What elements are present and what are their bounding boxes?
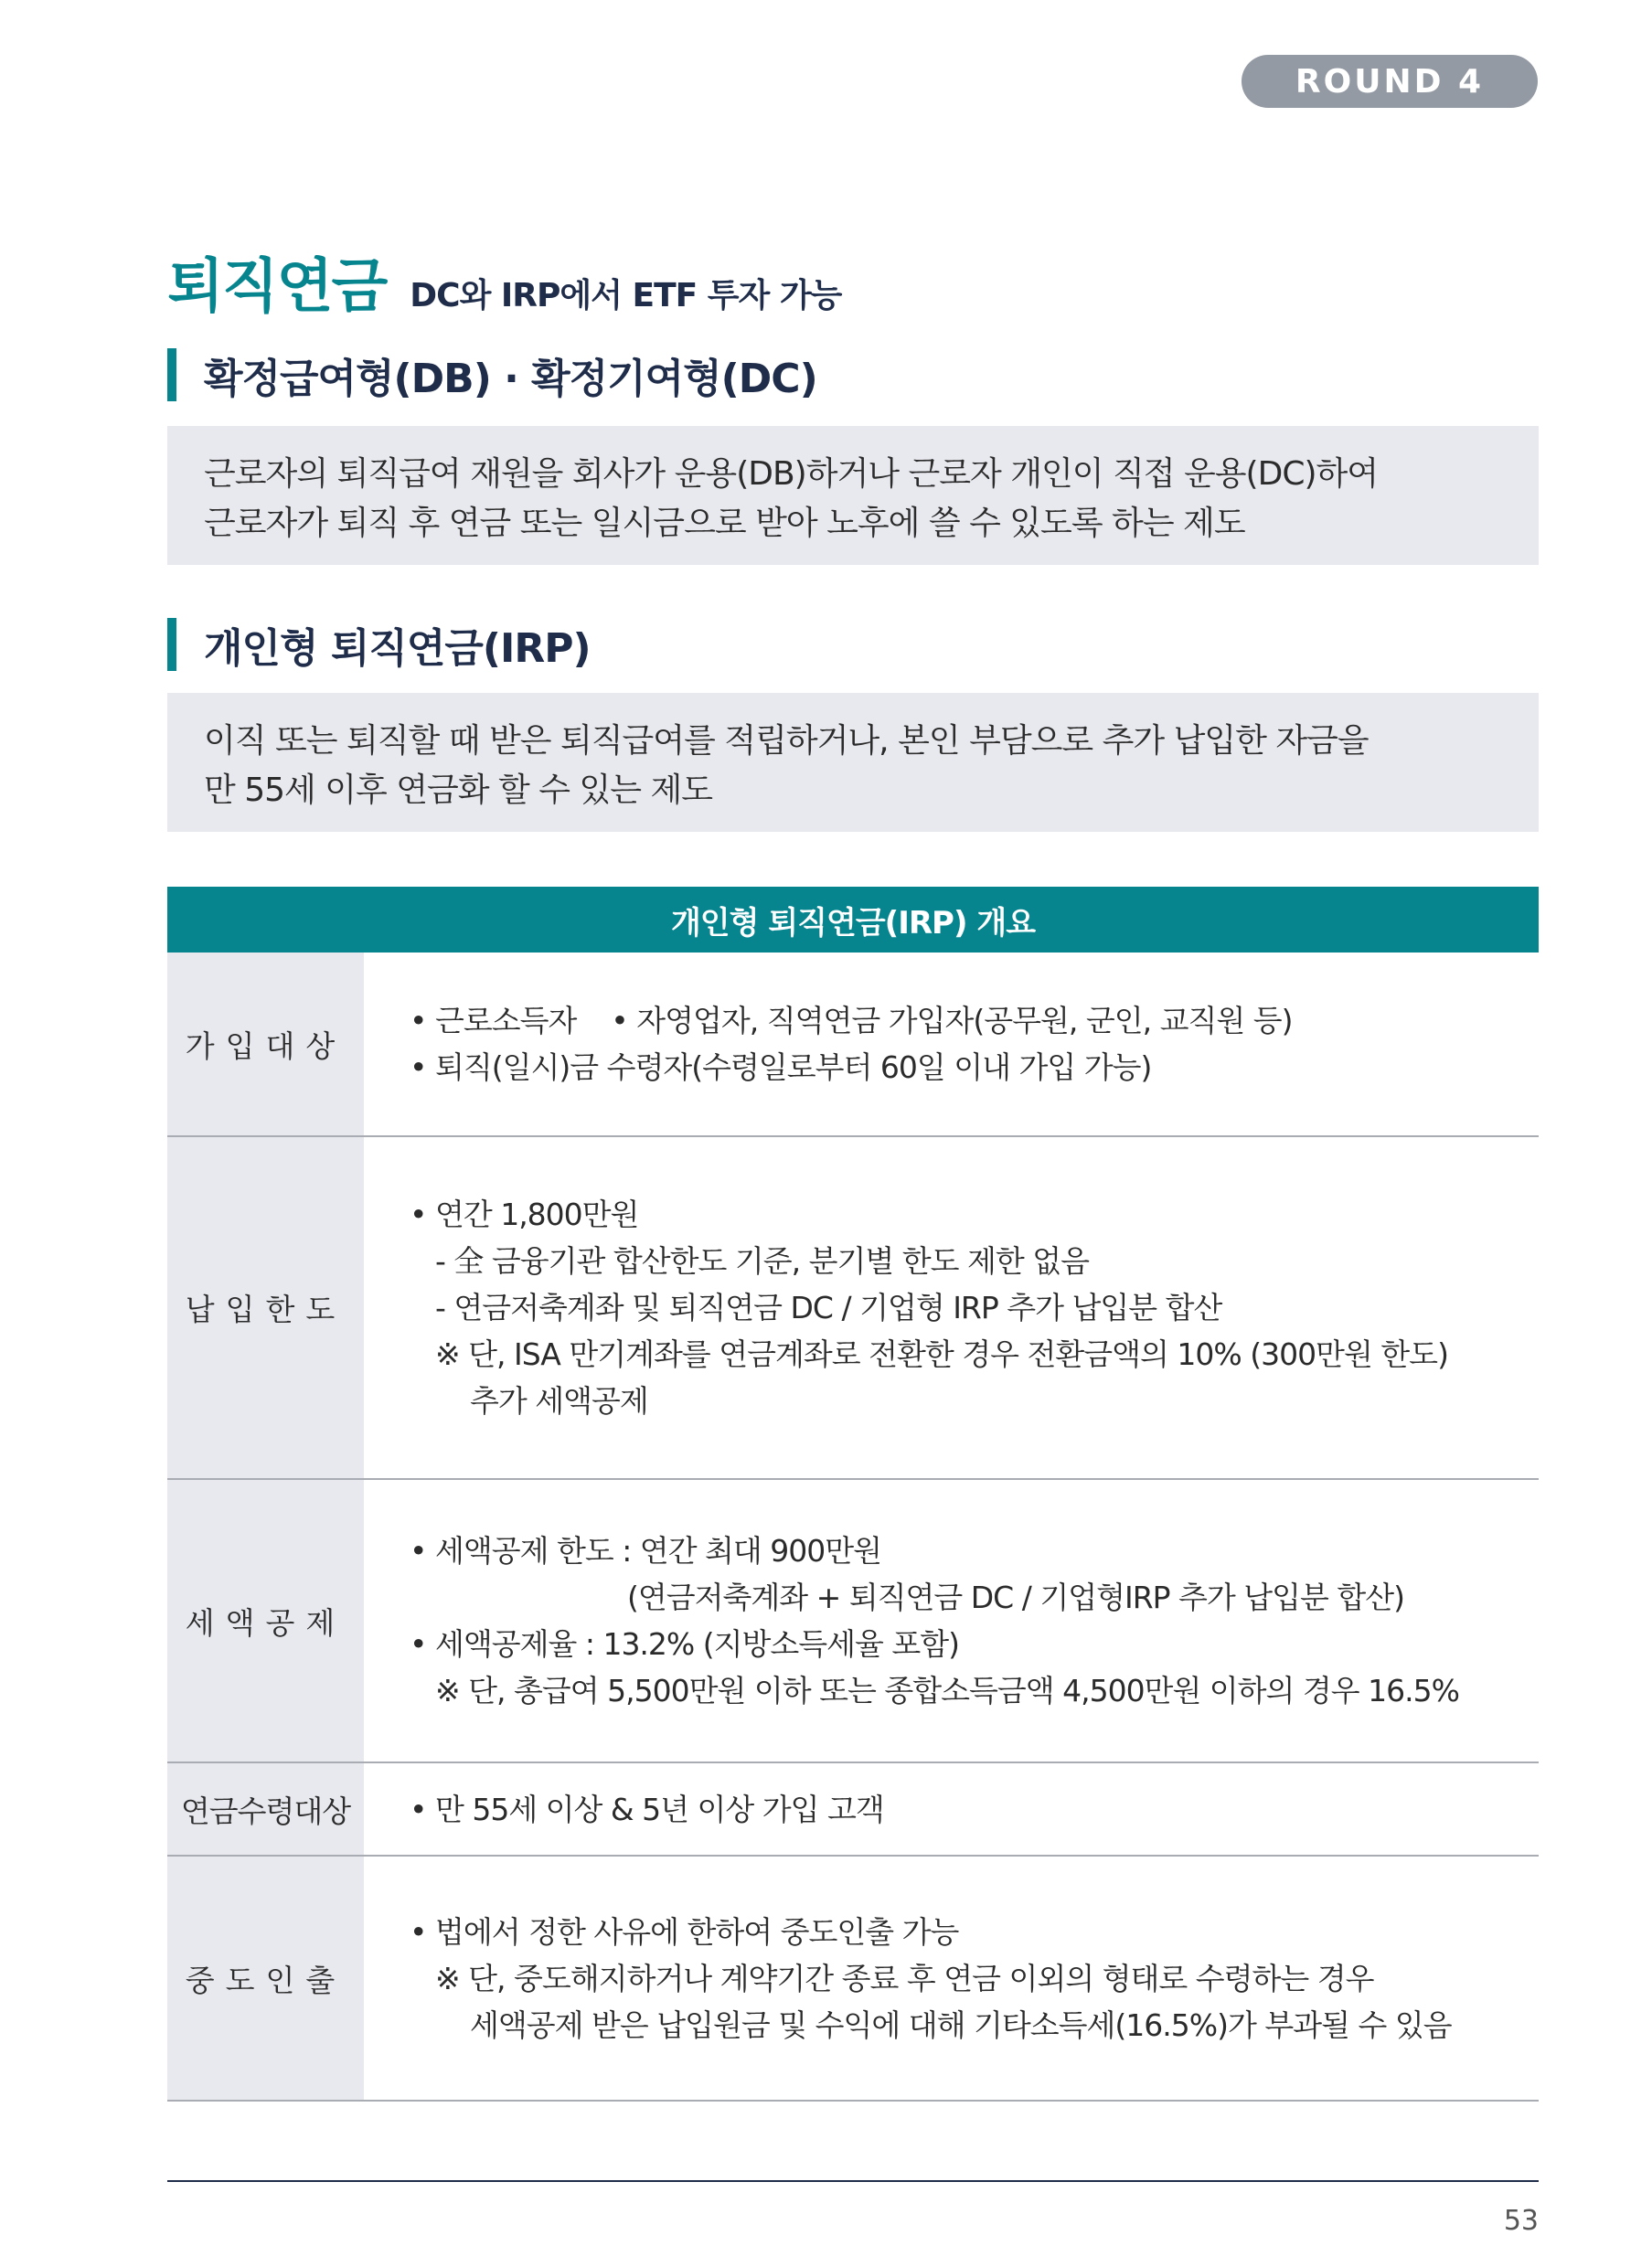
title-main: 퇴직연금 xyxy=(167,253,387,321)
content-line: • 퇴직(일시)금 수령자(수령일로부터 60일 이내 가입 가능) xyxy=(410,1049,1152,1085)
row-content xyxy=(364,1857,1539,2100)
section-bar xyxy=(167,618,176,671)
content-line: • 세액공제율 : 13.2% (지방소득세율 포함) xyxy=(410,1626,960,1662)
table-row xyxy=(167,1763,1539,1857)
table-row xyxy=(167,1137,1539,1480)
content-line: 추가 세액공제 xyxy=(470,1383,648,1419)
section-description-db-dc xyxy=(167,426,1539,565)
title-subtitle: DC와 IRP에서 ETF 투자 가능 xyxy=(410,277,842,314)
row-label: 중도인출 xyxy=(167,1857,364,2100)
row-label: 연금수령대상 xyxy=(167,1763,364,1855)
section-heading-irp xyxy=(167,614,591,675)
description-line: 만 55세 이후 연금화 할 수 있는 제도 xyxy=(204,772,713,809)
row-label: 납입한도 xyxy=(167,1137,364,1478)
content-line: • 법에서 정한 사유에 한하여 중도인출 가능 xyxy=(410,1913,959,1950)
content-line: • 세액공제 한도 : 연간 최대 900만원 xyxy=(410,1533,882,1569)
section-title: 확정급여형(DB) · 확정기여형(DC) xyxy=(204,356,817,402)
row-label: 가입대상 xyxy=(167,953,364,1135)
section-bar xyxy=(167,348,176,401)
round-badge: ROUND 4 xyxy=(1242,55,1538,108)
section-heading-db-dc xyxy=(167,345,817,405)
row-content xyxy=(364,1763,1539,1855)
description-line: 근로자가 퇴직 후 연금 또는 일시금으로 받아 노후에 쓸 수 있도록 하는 제도 xyxy=(204,505,1245,542)
section-title: 개인형 퇴직연금(IRP) xyxy=(204,625,591,672)
description-line: 이직 또는 퇴직할 때 받은 퇴직급여를 적립하거나, 본인 부담으로 추가 납입한 자금을 xyxy=(204,722,1369,760)
page-title xyxy=(167,239,841,324)
content-line: ※ 단, ISA 만기계좌를 연금계좌로 전환한 경우 전환금액의 10% (300만원 한도) xyxy=(435,1336,1448,1372)
content-line: ※ 단, 중도해지하거나 계약기간 종료 후 연금 이외의 형태로 수령하는 경우 xyxy=(435,1960,1374,1996)
content-line: (연금저축계좌 + 퇴직연금 DC / 기업형IRP 추가 납입분 합산) xyxy=(627,1580,1405,1615)
row-label: 세액공제 xyxy=(167,1480,364,1761)
description-line: 근로자의 퇴직급여 재원을 회사가 운용(DB)하거나 근로자 개인이 직접 운용(DC)하여 xyxy=(204,455,1379,493)
table-header: 개인형 퇴직연금(IRP) 개요 xyxy=(167,887,1539,953)
table-row xyxy=(167,953,1539,1137)
content-line: 세액공제 받은 납입원금 및 수익에 대해 기타소득세(16.5%)가 부과될 수 있음 xyxy=(470,2006,1452,2043)
content-line: - 全 금융기관 합산한도 기준, 분기별 한도 제한 없음 xyxy=(435,1243,1089,1279)
table-row xyxy=(167,1480,1539,1763)
row-content xyxy=(364,953,1539,1135)
content-line: • 만 55세 이상 & 5년 이상 가입 고객 xyxy=(410,1791,884,1827)
irp-overview-table xyxy=(167,887,1539,2102)
page-number: 53 xyxy=(1503,2205,1539,2237)
content-line: - 연금저축계좌 및 퇴직연금 DC / 기업형 IRP 추가 납입분 합산 xyxy=(435,1290,1222,1325)
table-row xyxy=(167,1857,1539,2102)
row-content xyxy=(364,1137,1539,1478)
footer-divider xyxy=(167,2180,1539,2182)
content-line: • 근로소득자 • 자영업자, 직역연금 가입자(공무원, 군인, 교직원 등) xyxy=(410,1003,1293,1038)
content-line: • 연간 1,800만원 xyxy=(410,1197,639,1232)
row-content xyxy=(364,1480,1539,1761)
section-description-irp xyxy=(167,693,1539,832)
content-line: ※ 단, 총급여 5,500만원 이하 또는 종합소득금액 4,500만원 이하의 경우 16.5% xyxy=(435,1673,1460,1708)
